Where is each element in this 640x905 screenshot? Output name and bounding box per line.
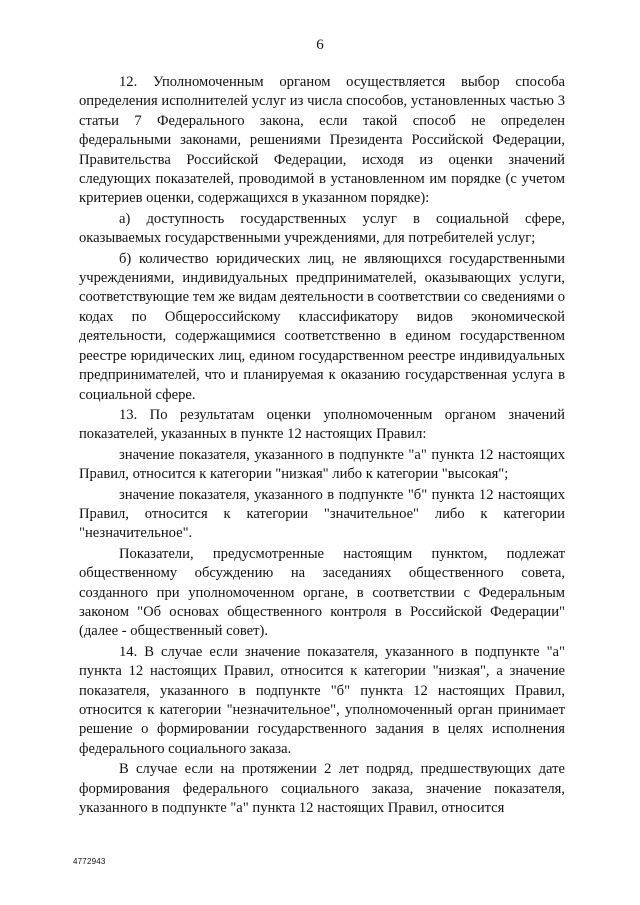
paragraph-14: 14. В случае если значение показателя, указанного в подпункте "а" пункта 12 настоящих Правил, относится к категории "низкая", а значение показателя, указанного в подпункте "б" пункта 12 настоящих Правил, относится к категории "незначительное", уполномоченный орган принимает решение о формировании государственного задания в целях исполнения федерального социального заказа. xyxy=(79,643,565,757)
document-id: 4772943 xyxy=(73,857,106,866)
page-number: 6 xyxy=(316,37,324,53)
paragraph-two-years: В случае если на протяжении 2 лет подряд, предшествующих дате формирования федерального социального заказа, значение показателя, указанного в подпункте "а" пункта 12 настоящих Правил, относится xyxy=(79,761,565,817)
paragraph-12-a: а) доступность государственных услуг в социальной сфере, оказываемых государственными учреждениями, для потребителей услуг; xyxy=(79,210,565,247)
paragraph-12-b: б) количество юридических лиц, не являющихся государственными учреждениями, индивидуальных предпринимателей, оказывающих услуги, соответствующие тем же видам деятельности в соответствии со сведениями о кодах по Общероссийскому классификатору видов экономической деятельности, содержащимися соответственно в едином государственном реестре юридических лиц, едином государственном реестре индивидуальных предпринимателей, что и планируемая к оказанию государственная услуга в социальной сфере. xyxy=(79,250,566,403)
paragraph-13-value-b: значение показателя, указанного в подпункте "б" пункта 12 настоящих Правил, относится к категории "значительное" либо к категории "незначительное". xyxy=(79,486,565,542)
document-body xyxy=(79,73,565,818)
paragraph-13-intro: 13. По результатам оценки уполномоченным органом значений показателей, указанных в пункте 12 настоящих Правил: xyxy=(79,406,565,443)
paragraph-public-discussion: Показатели, предусмотренные настоящим пунктом, подлежат общественному обсуждению на заседаниях общественного совета, созданного при уполномоченном органе, в соответствии с Федеральным законом "Об основах общественного контроля в Российской Федерации" (далее - общественный совет). xyxy=(79,545,565,640)
paragraph-13-value-a: значение показателя, указанного в подпункте "а" пункта 12 настоящих Правил, относится к категории "низкая" либо к категории "высокая"; xyxy=(79,446,565,483)
paragraph-12-intro: 12. Уполномоченным органом осуществляется выбор способа определения исполнителей услуг из числа способов, установленных частью 3 статьи 7 Федерального закона, если такой способ не определен федеральными законами, решениями Президента Российской Федерации, Правительства Российской Федерации, исходя из оценки значений следующих показателей, проводимой в установленном им порядке (с учетом критериев оценки, содержащихся в указанном порядке): xyxy=(79,74,565,207)
